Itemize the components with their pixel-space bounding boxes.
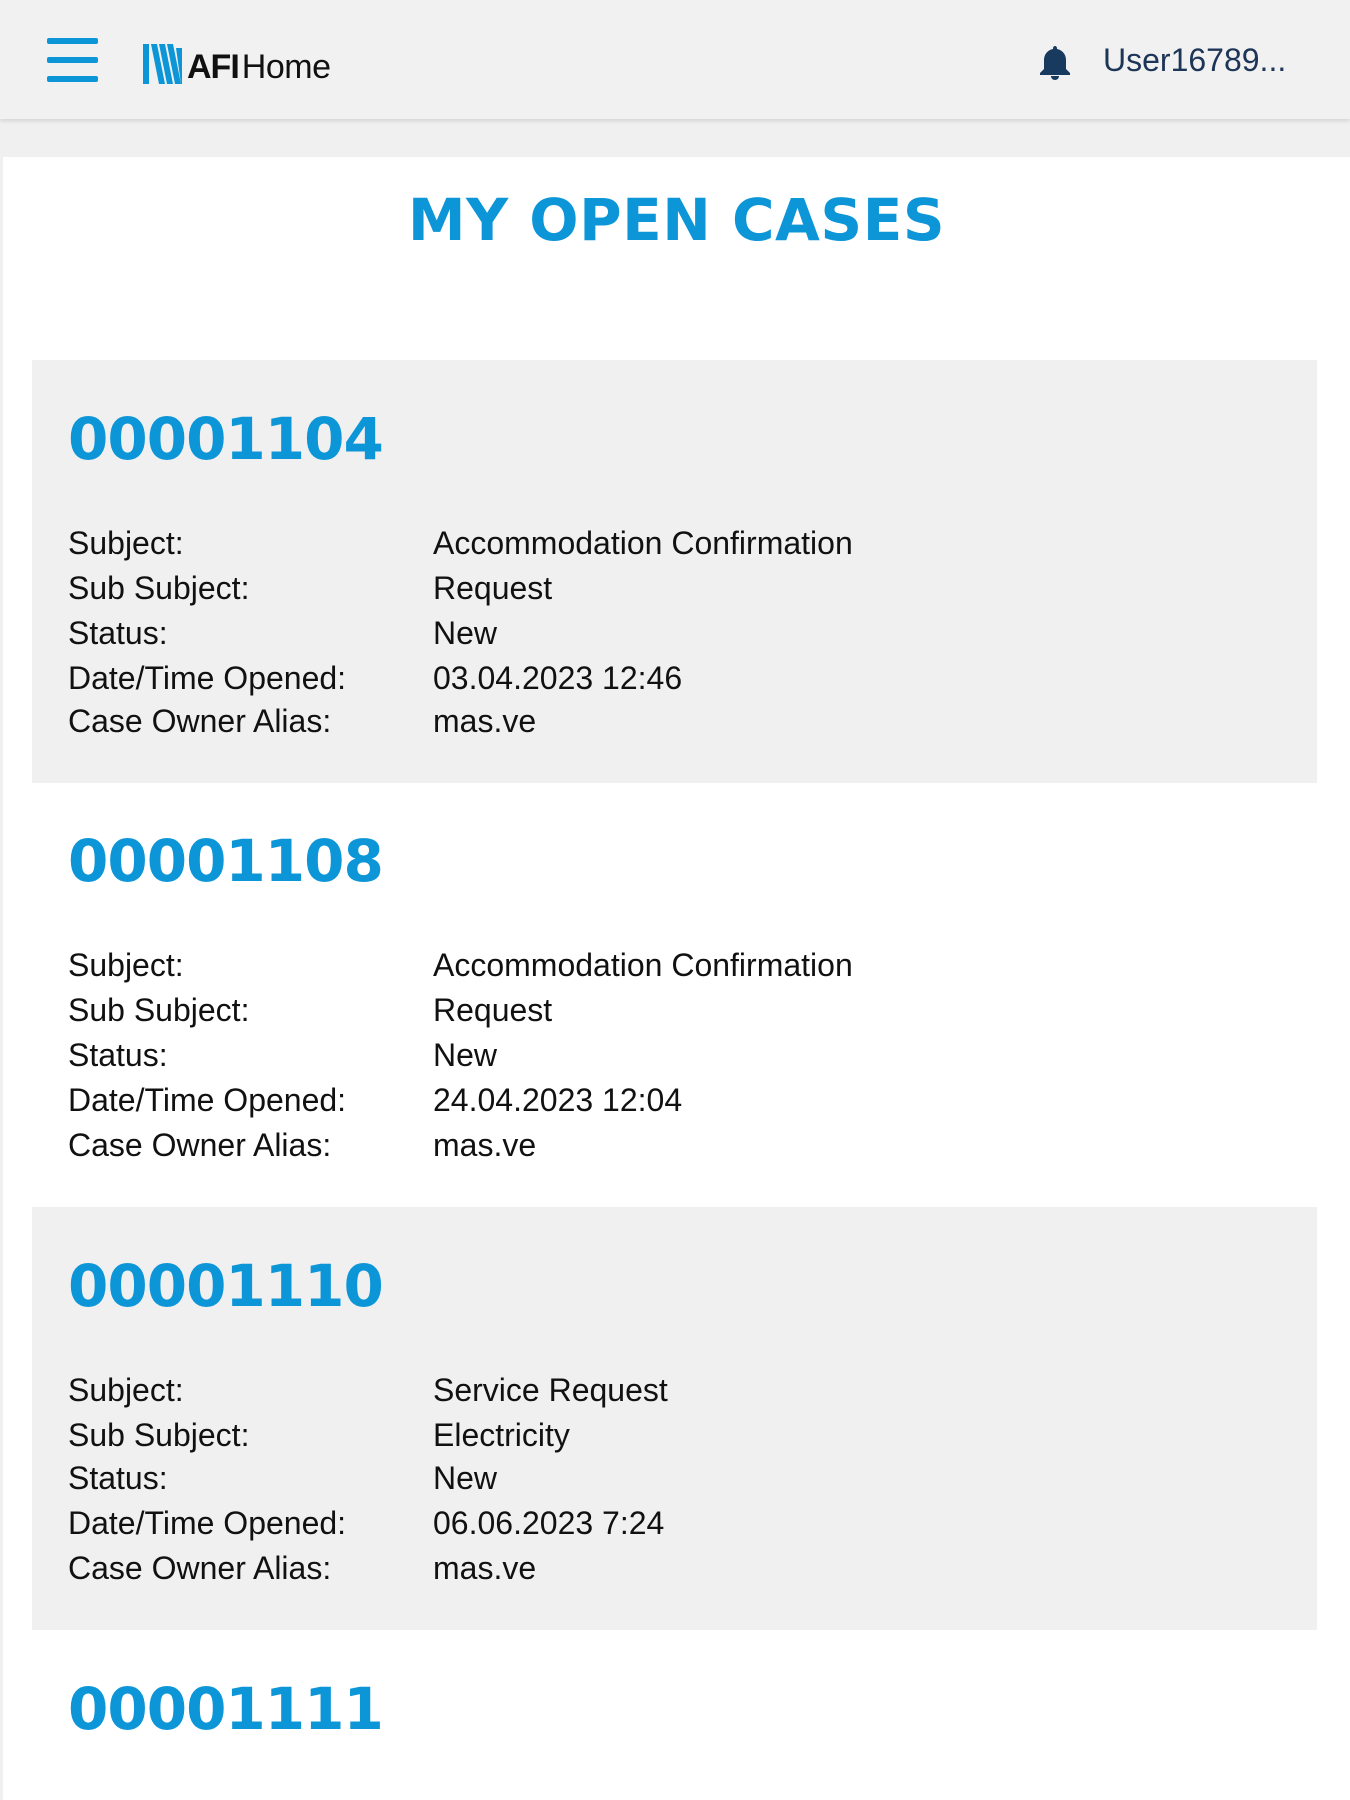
field-value: mas.ve [433, 1550, 537, 1586]
field-value: mas.ve [433, 1127, 537, 1163]
logo-text-home: Home [241, 48, 331, 86]
user-menu[interactable]: User16789... [1103, 42, 1287, 78]
case-card [32, 1207, 1317, 1630]
field-label: Date/Time Opened: [68, 660, 347, 696]
app-logo[interactable] [143, 38, 330, 84]
field-label: Subject: [68, 525, 184, 561]
bell-icon[interactable] [1038, 44, 1072, 80]
app-header [0, 0, 1350, 119]
field-label: Sub Subject: [68, 992, 250, 1028]
field-value: Electricity [433, 1417, 570, 1453]
field-value: Accommodation Confirmation [433, 525, 853, 561]
field-label: Subject: [68, 947, 184, 983]
field-label: Sub Subject: [68, 1417, 250, 1453]
main-content [3, 157, 1350, 1800]
field-value: New [433, 615, 498, 651]
field-value: 06.06.2023 7:24 [433, 1505, 665, 1541]
field-value: Accommodation Confirmation [433, 947, 853, 983]
field-value: mas.ve [433, 703, 537, 739]
field-label: Case Owner Alias: [68, 1127, 332, 1163]
field-label: Sub Subject: [68, 570, 250, 606]
field-label: Status: [68, 615, 168, 651]
field-label: Status: [68, 1460, 168, 1496]
case-card [32, 360, 1317, 783]
field-label: Subject: [68, 1372, 184, 1408]
field-value: Service Request [433, 1372, 668, 1408]
case-number-link[interactable]: 00001104 [68, 405, 383, 473]
hamburger-menu-icon[interactable] [47, 38, 98, 82]
field-label: Case Owner Alias: [68, 1550, 332, 1586]
field-label: Date/Time Opened: [68, 1082, 347, 1118]
field-value: 03.04.2023 12:46 [433, 660, 683, 696]
field-label: Status: [68, 1037, 168, 1073]
field-label: Date/Time Opened: [68, 1505, 347, 1541]
field-value: 24.04.2023 12:04 [433, 1082, 683, 1118]
case-number-link[interactable]: 00001111 [68, 1675, 383, 1743]
case-number-link[interactable]: 00001108 [68, 827, 383, 895]
case-card [32, 782, 1317, 1205]
logo-text-afi: AFI [187, 48, 239, 86]
field-value: Request [433, 570, 553, 606]
case-card [32, 1630, 1317, 1800]
page-title: MY OPEN CASES [407, 186, 946, 254]
field-value: Request [433, 992, 553, 1028]
field-value: New [433, 1037, 498, 1073]
field-value: New [433, 1460, 498, 1496]
field-label: Case Owner Alias: [68, 703, 332, 739]
case-number-link[interactable]: 00001110 [68, 1252, 383, 1320]
afi-logo-icon [143, 44, 183, 84]
